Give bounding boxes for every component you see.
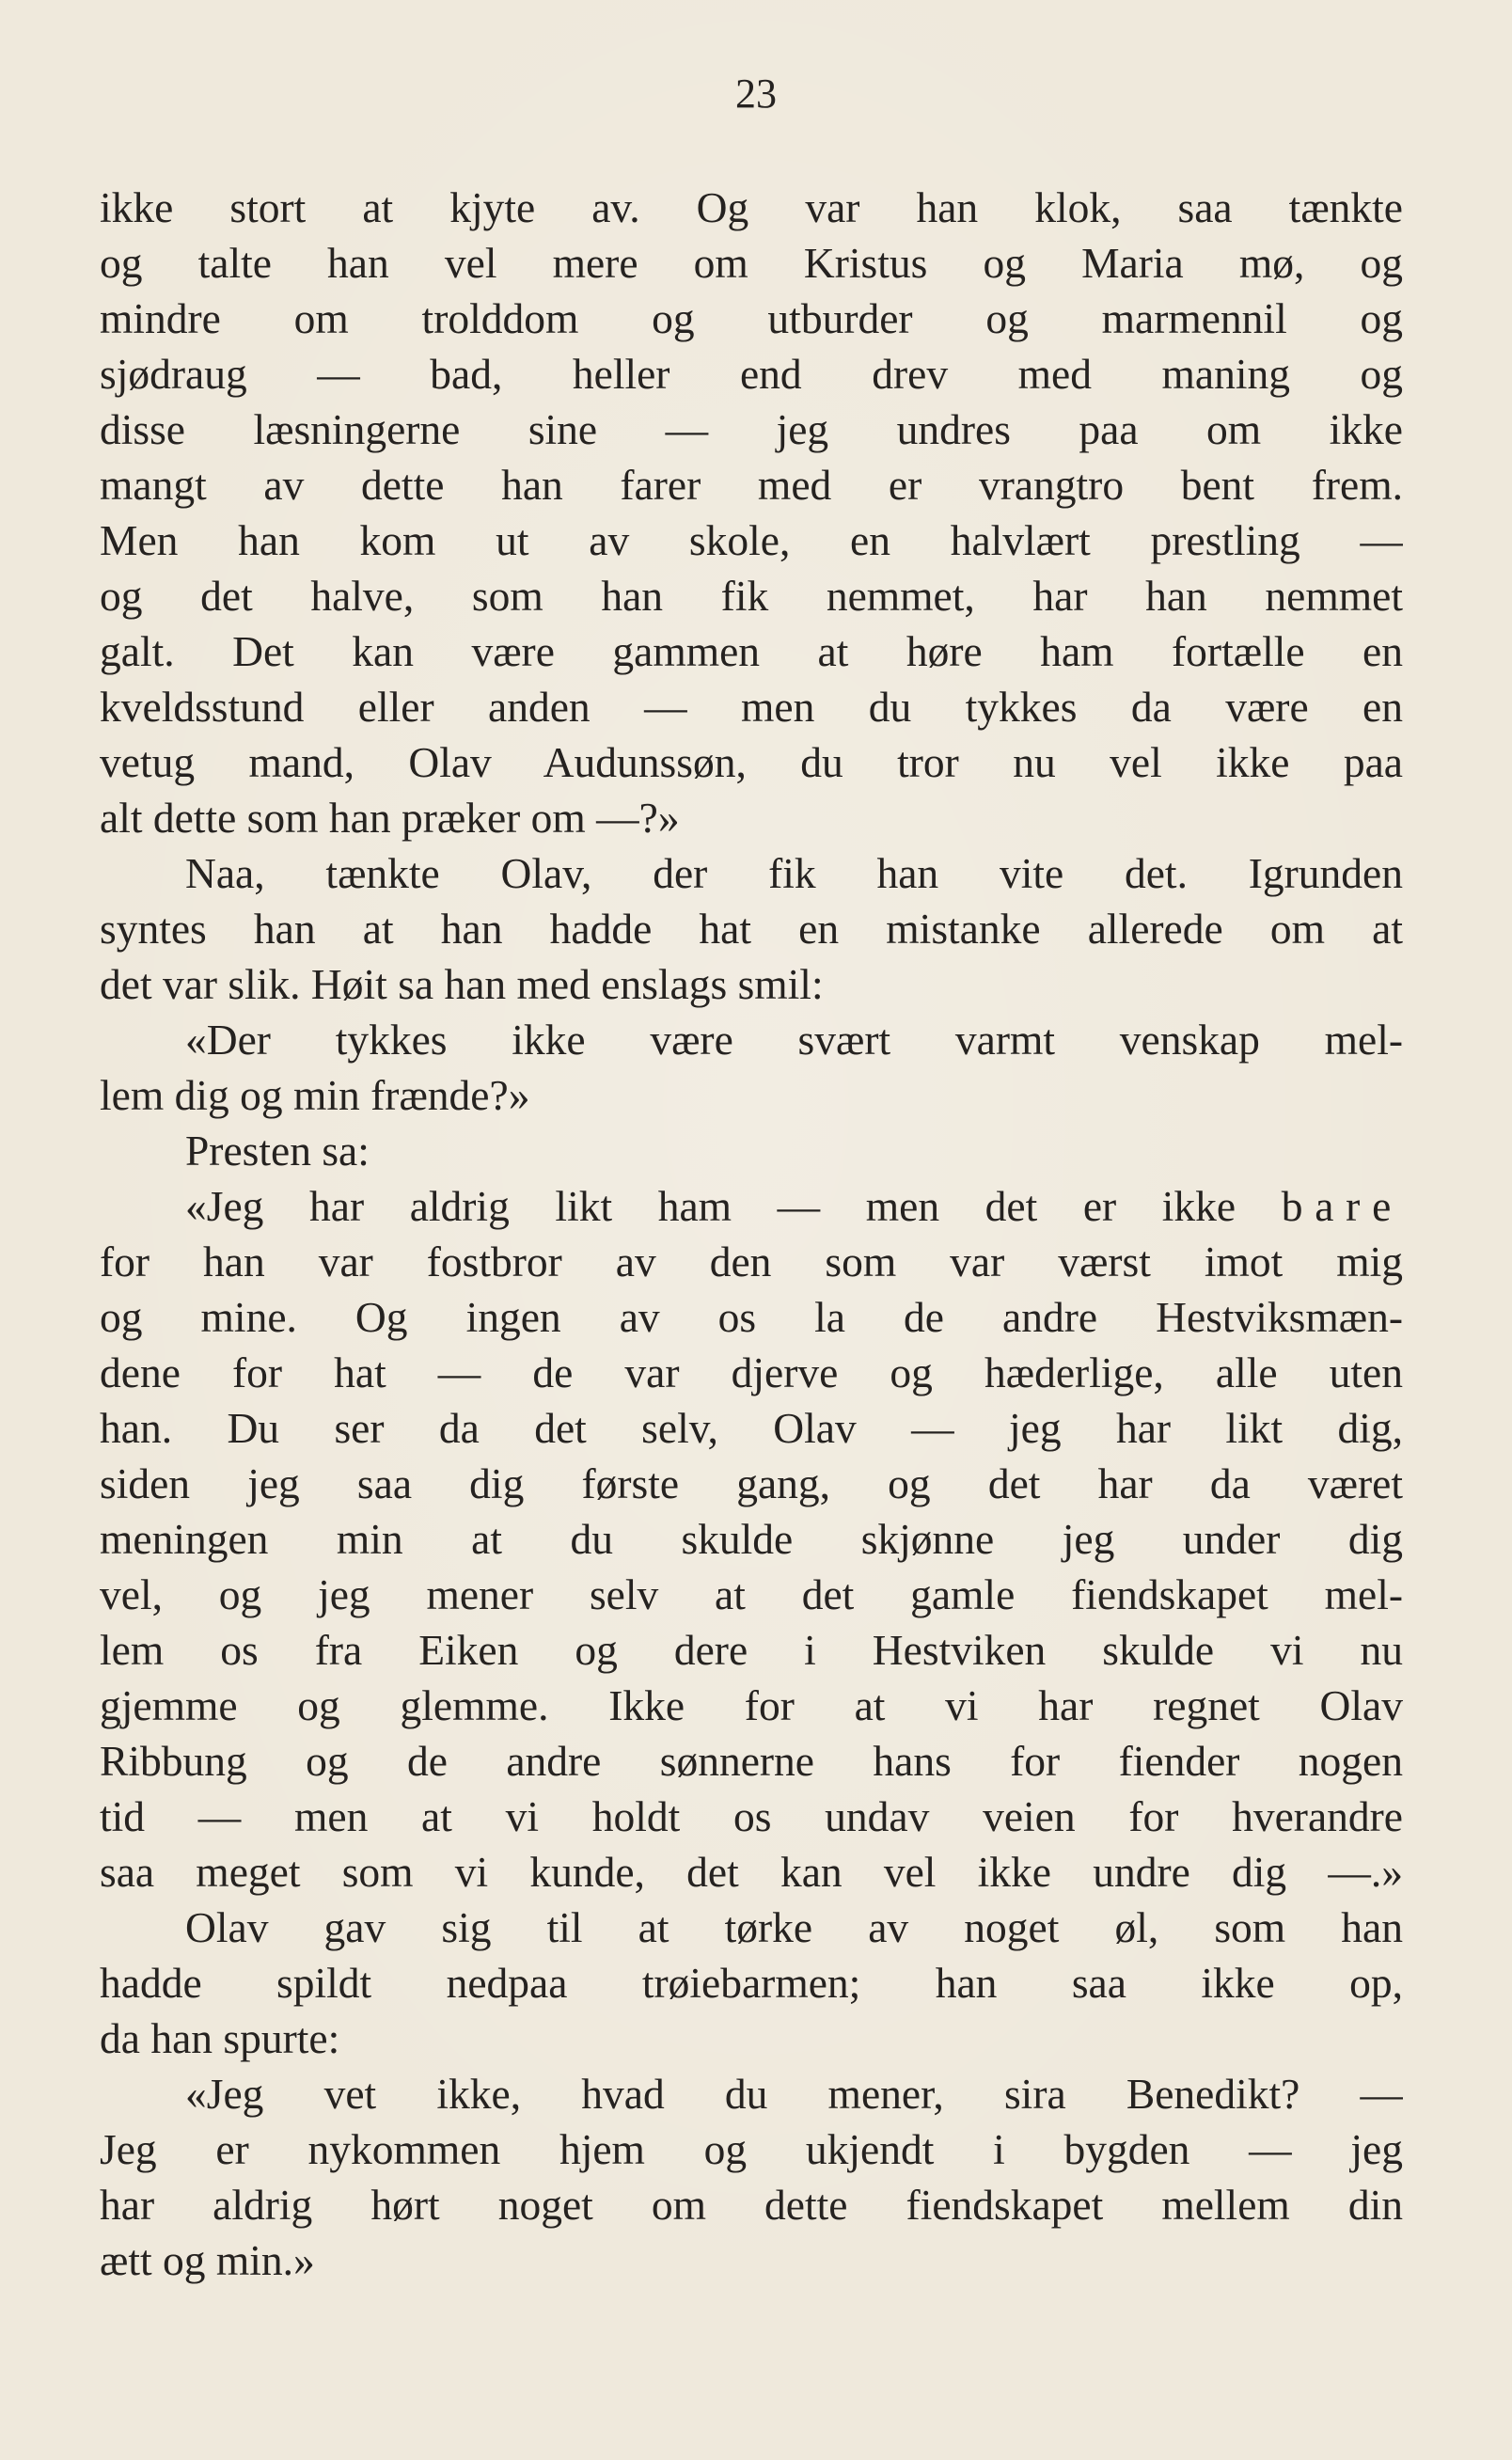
page-number: 23	[735, 71, 777, 117]
text-line: saa meget som vi kunde, det kan vel ikke undre dig —.»	[100, 1848, 1403, 1896]
text-line: da han spurte:	[100, 2014, 340, 2062]
text-line: han. Du ser da det selv, Olav — jeg har likt dig,	[100, 1404, 1403, 1452]
text-line: hadde spildt nedpaa trøiebarmen; han saa ikke op,	[100, 1959, 1403, 2007]
body-text	[100, 180, 1403, 2288]
text-line: for han var fostbror av den som var værst imot mig	[100, 1238, 1403, 1285]
text-line: mangt av dette han farer med er vrangtro bent frem.	[100, 461, 1403, 509]
text-line: og mine. Og ingen av os la de andre Hestviksmæn-	[100, 1293, 1403, 1341]
text-line: har aldrig hørt noget om dette fiendskapet mellem din	[100, 2181, 1403, 2229]
text-line: mindre om trolddom og utburder og marmennil og	[100, 294, 1403, 342]
text-line: Olav gav sig til at tørke av noget øl, som han	[185, 1903, 1403, 1951]
text-line: «Jeg vet ikke, hvad du mener, sira Benedikt? —	[185, 2070, 1403, 2118]
text-line: Men han kom ut av skole, en halvlært prestling —	[100, 516, 1403, 564]
text-line: disse læsningerne sine — jeg undres paa om ikke	[100, 405, 1403, 453]
text-line: og det halve, som han fik nemmet, har han nemmet	[100, 572, 1403, 620]
text-line: Presten sa:	[185, 1127, 370, 1175]
text-line: lem os fra Eiken og dere i Hestviken skulde vi nu	[100, 1626, 1403, 1674]
text-line: alt dette som han præker om —?»	[100, 794, 680, 842]
text-line: meningen min at du skulde skjønne jeg under dig	[100, 1515, 1403, 1563]
text-line: «Der tykkes ikke være svært varmt venskap mel-	[185, 1016, 1403, 1064]
text-line: gjemme og glemme. Ikke for at vi har regnet Olav	[100, 1681, 1403, 1729]
text-line: vel, og jeg mener selv at det gamle fiendskapet mel-	[100, 1570, 1403, 1618]
text-line: kveldsstund eller anden — men du tykkes da være en	[100, 683, 1403, 731]
text-line: galt. Det kan være gammen at høre ham fortælle en	[100, 627, 1403, 675]
text-segment: «Jeg har aldrig likt ham — men det er ikke	[185, 1182, 1236, 1230]
text-line: syntes han at han hadde hat en mistanke allerede om at	[100, 905, 1403, 953]
text-line	[100, 1178, 1403, 1234]
text-line: lem dig og min frænde?»	[100, 1071, 530, 1119]
text-line: det var slik. Høit sa han med enslags smil:	[100, 960, 824, 1008]
text-line: Jeg er nykommen hjem og ukjendt i bygden — jeg	[100, 2125, 1403, 2173]
text-line: ætt og min.»	[100, 2236, 315, 2284]
text-line: vetug mand, Olav Audunssøn, du tror nu vel ikke paa	[100, 738, 1403, 786]
text-line: sjødraug — bad, heller end drev med maning og	[100, 350, 1403, 398]
text-line: ikke stort at kjyte av. Og var han klok, saa tænkte	[100, 183, 1403, 231]
emphasized-word: bare	[1281, 1182, 1403, 1230]
text-line: tid — men at vi holdt os undav veien for hverandre	[100, 1792, 1403, 1840]
text-line: dene for hat — de var djerve og hæderlige, alle uten	[100, 1348, 1403, 1396]
text-line: og talte han vel mere om Kristus og Maria mø, og	[100, 239, 1403, 287]
text-line: Ribbung og de andre sønnerne hans for fiender nogen	[100, 1737, 1403, 1785]
text-line: siden jeg saa dig første gang, og det har da været	[100, 1459, 1403, 1507]
text-line: Naa, tænkte Olav, der fik han vite det. Igrunden	[185, 849, 1403, 897]
